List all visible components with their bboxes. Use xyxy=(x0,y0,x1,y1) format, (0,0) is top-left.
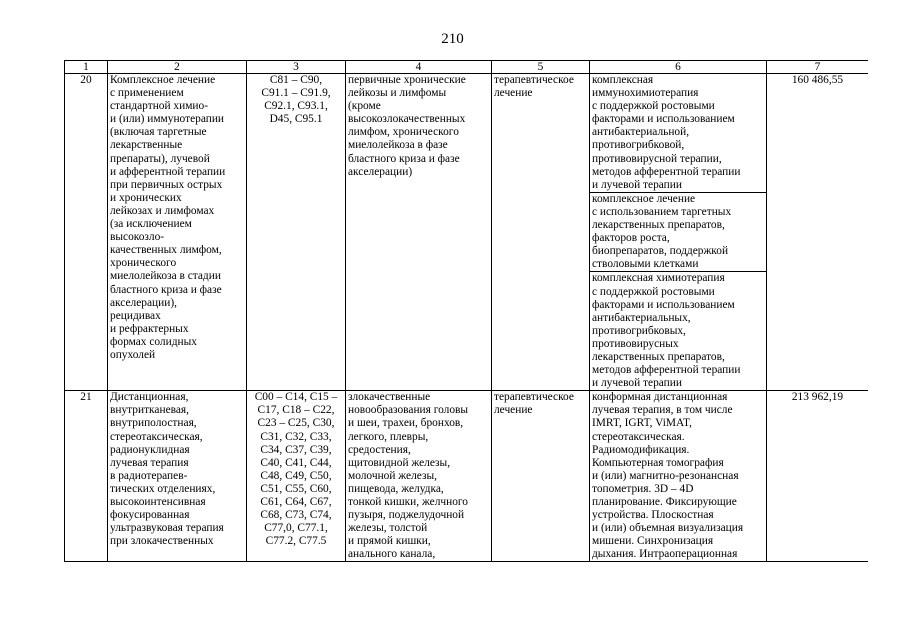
row-number: 21 xyxy=(65,391,108,562)
patient-model: первичные хронические лейкозы и лимфомы (кроме высокозлокачественных лимфом, хронического миелолейкоза в фазе бластного криза и фазе акселерации) xyxy=(346,74,492,391)
treatment-group: Дистанционная, внутритканевая, внутриполостная, стереотаксическая, радионуклидная лучевая терапия в радиотерапев- тических отделениях, высокоинтенсивная фокусированная ультразвуковая терапия при злокачественных xyxy=(108,391,247,562)
medical-care-table xyxy=(64,60,868,562)
icd-codes: C00 – C14, C15 – C17, C18 – C22, C23 – C25, C30, C31, C32, C33, C34, C37, C39, C40, C41, C44, C48, C49, C50, C51, C55, C60, C61, C64, C67, C68, C73, C74, C77,0, C77.1, C77.2, C77.5 xyxy=(247,391,346,562)
treatment-group: Комплексное лечение с применением стандартной химио- и (или) иммунотерапии (включая таргетные лекарственные препараты), лучевой и афферентной терапии при первичных острых и хронических лейкозах и лимфомах (за исключением высокозло- качественных лимфом, хронического миелолейкоза в стадии бластного криза и фазе акселерации), рецидивах и рефрактерных формах солидных опухолей xyxy=(108,74,247,391)
column-number: 5 xyxy=(492,61,590,74)
column-number: 4 xyxy=(346,61,492,74)
patient-model: злокачественные новообразования головы и шеи, трахеи, бронхов, легкого, плевры, средостения, щитовидной железы, молочной железы, пищевода, желудка, тонкой кишки, желчного пузыря, поджелудочной железы, толстой и прямой кишки, анального канала, xyxy=(346,391,492,562)
treatment-type: терапевтическое лечение xyxy=(492,391,590,562)
column-number: 1 xyxy=(65,61,108,74)
treatment-method: комплексная иммунохимиотерапия с поддержкой ростовыми факторами и использованием антибактериальной, противогрибковой, противовирусной терапии, методов афферентной терапии и лучевой терапии xyxy=(590,74,767,193)
column-number: 3 xyxy=(247,61,346,74)
row-number: 20 xyxy=(65,74,108,391)
cost-value: 160 486,55 xyxy=(767,74,869,391)
treatment-type: терапевтическое лечение xyxy=(492,74,590,391)
cost-value: 213 962,19 xyxy=(767,391,869,562)
table-row xyxy=(65,391,869,562)
icd-codes: C81 – C90, C91.1 – C91.9, C92.1, C93.1, D45, C95.1 xyxy=(247,74,346,391)
table-frame xyxy=(64,60,868,570)
table-row xyxy=(65,74,869,193)
column-number: 6 xyxy=(590,61,767,74)
column-number: 2 xyxy=(108,61,247,74)
treatment-method: комплексная химиотерапия с поддержкой ростовыми факторами и использованием антибактериальных, противогрибковых, противовирусных лекарственных препаратов, методов афферентной терапии и лучевой терапии xyxy=(590,272,767,391)
page-number: 210 xyxy=(441,31,464,47)
column-number: 7 xyxy=(767,61,869,74)
treatment-method: комплексное лечение с использованием таргетных лекарственных препаратов, факторов роста, биопрепаратов, поддержкой стволовыми клетками xyxy=(590,192,767,272)
column-number-row xyxy=(65,61,869,74)
treatment-method: конформная дистанционная лучевая терапия, в том числе IMRT, IGRT, ViMAT, стереотаксическая. Радиомодификация. Компьютерная томография и (или) магнитно-резонансная топометрия. 3D – 4D планирование. Фиксирующие устройства. Плоскостная и (или) объемная визуализация мишени. Синхронизация дыхания. Интраоперационная xyxy=(590,391,767,562)
